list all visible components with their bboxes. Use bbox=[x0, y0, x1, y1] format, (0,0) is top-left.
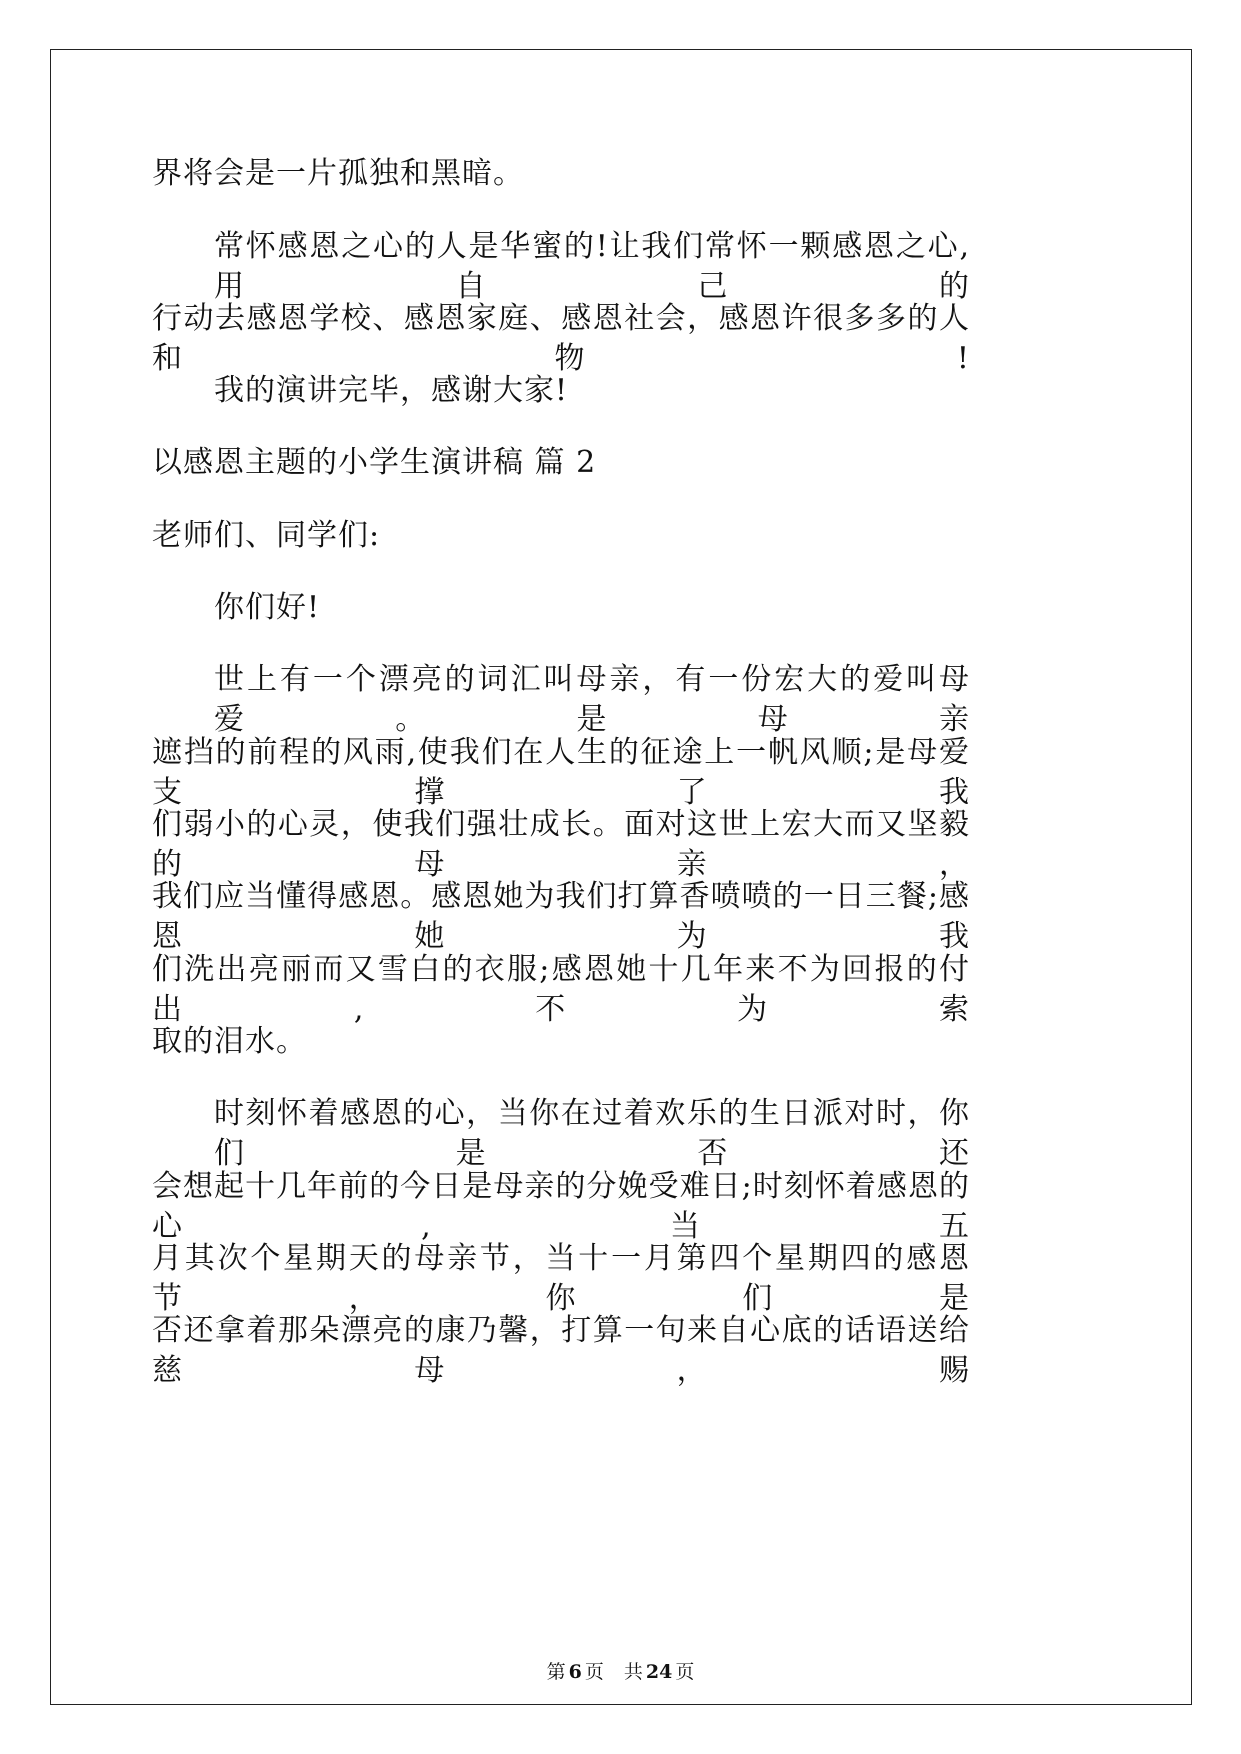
page-prefix: 第 bbox=[546, 1661, 566, 1683]
body-line-15: 会想起十几年前的今日是母亲的分娩受难日;时刻怀着感恩的心,当五 bbox=[152, 1169, 970, 1244]
greeting: 你们好! bbox=[214, 590, 321, 625]
body-line-12: 们洗出亮丽而又雪白的衣服;感恩她十几年来不为回报的付出,不为索 bbox=[152, 952, 970, 1027]
body-line-13: 取的泪水。 bbox=[152, 1024, 307, 1059]
body-line-8: 世上有一个漂亮的词汇叫母亲，有一份宏大的爱叫母爱。是母亲 bbox=[214, 662, 970, 737]
body-line-17: 否还拿着那朵漂亮的康乃馨，打算一句来自心底的话语送给慈母，赐 bbox=[152, 1313, 970, 1388]
body-line-2: 常怀感恩之心的人是华蜜的!让我们常怀一颗感恩之心,用自己的 bbox=[214, 229, 970, 304]
body-line-11: 我们应当懂得感恩。感恩她为我们打算香喷喷的一日三餐;感恩她为我 bbox=[152, 879, 970, 954]
page-footer bbox=[0, 1660, 1241, 1684]
body-line-9: 遮挡的前程的风雨,使我们在人生的征途上一帆风顺;是母爱支撑了我 bbox=[152, 735, 970, 810]
body-line-4: 我的演讲完毕，感谢大家! bbox=[214, 373, 569, 408]
body-line-16: 月其次个星期天的母亲节，当十一月第四个星期四的感恩节，你们是 bbox=[152, 1241, 970, 1316]
page-number: 6 bbox=[568, 1661, 582, 1683]
total-pages: 24 bbox=[645, 1661, 673, 1683]
total-suffix: 页 bbox=[675, 1661, 695, 1683]
body-line-1: 界将会是一片孤独和黑暗。 bbox=[152, 156, 524, 191]
total-prefix: 共 bbox=[623, 1661, 643, 1683]
body-line-3: 行动去感恩学校、感恩家庭、感恩社会，感恩许很多多的人和物! bbox=[152, 301, 970, 376]
page-suffix: 页 bbox=[584, 1661, 604, 1683]
salutation: 老师们、同学们: bbox=[152, 518, 381, 553]
body-line-14: 时刻怀着感恩的心，当你在过着欢乐的生日派对时，你们是否还 bbox=[214, 1096, 970, 1171]
section-heading: 以感恩主题的小学生演讲稿 篇 2 bbox=[152, 445, 597, 480]
body-line-10: 们弱小的心灵，使我们强壮成长。面对这世上宏大而又坚毅的母亲， bbox=[152, 807, 970, 882]
